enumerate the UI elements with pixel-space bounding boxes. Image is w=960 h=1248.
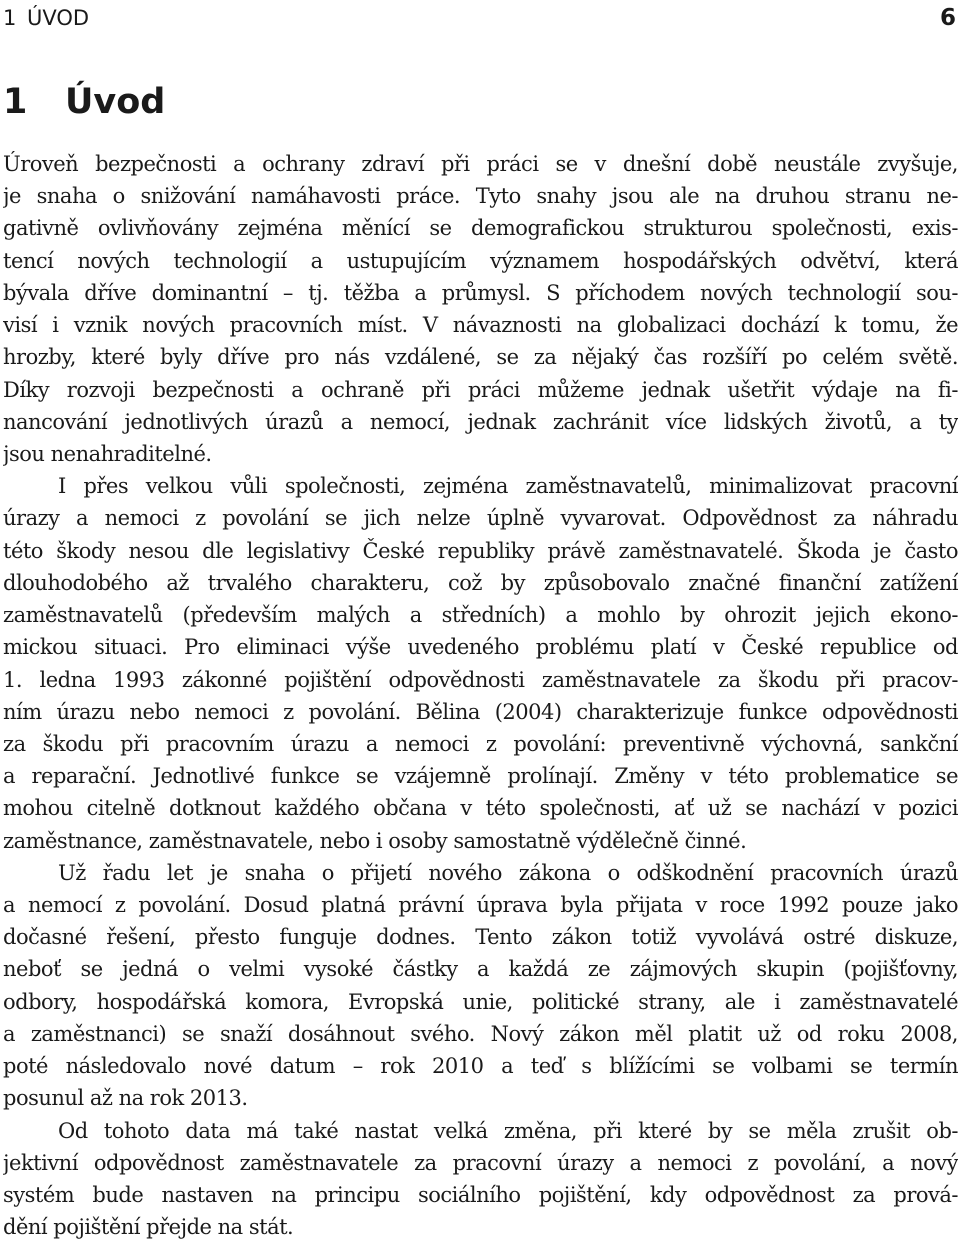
- text-line: Díky rozvoji bezpečnosti a ochraně při práci můžeme jednak ušetřit výdaje na fi-: [3, 377, 958, 402]
- text-line: je snaha o snižování namáhavosti práce. Tyto snahy jsou ale na druhou stranu ne-: [3, 184, 958, 209]
- text-line: Už řadu let je snaha o přijetí nového zákona o odškodnění pracovních úrazů: [58, 860, 958, 885]
- text-line: této škody nesou dle legislativy České republiky právě zaměstnavatelé. Škoda je často: [3, 538, 958, 563]
- text-line: dění pojištění přejde na stát.: [3, 1215, 294, 1240]
- text-line: zaměstnance, zaměstnavatele, nebo i osoby samostatně výdělečně činné.: [3, 828, 747, 853]
- running-header: [3, 3, 958, 33]
- text-line: tencí nových technologií a ustupujícím významem hospodářských odvětví, která: [3, 248, 958, 273]
- text-line: nancování jednotlivých úrazů a nemocí, jednak zachránit více lidských životů, a ty: [3, 409, 958, 434]
- header-chapter-label: ÚVOD: [27, 6, 90, 30]
- text-line: posunul až na rok 2013.: [3, 1086, 248, 1111]
- body-text: [3, 148, 958, 1243]
- section-title: Úvod: [65, 82, 166, 122]
- text-line: odbory, hospodářská komora, Evropská unie, politické strany, ale i zaměstnavatelé: [3, 989, 958, 1014]
- text-line: poté následovalo nové datum – rok 2010 a teď s blížícími se volbami se termín: [3, 1054, 958, 1079]
- text-line: 1. ledna 1993 zákonné pojištění odpovědnosti zaměstnavatele za škodu při pracov-: [3, 667, 958, 692]
- text-line: systém bude nastaven na principu sociálního pojištění, kdy odpovědnost za prová-: [3, 1183, 958, 1207]
- section-number: 1: [3, 82, 28, 122]
- text-line: mohou citelně dotknout každého občana v této společnosti, ať už se nachází v pozici: [3, 796, 958, 821]
- text-line: visí i vznik nových pracovních míst. V návaznosti na globalizaci dochází k tomu, že: [3, 313, 958, 338]
- text-line: a reparační. Jednotlivé funkce se vzájemně prolínají. Změny v této problematice se: [3, 764, 958, 789]
- page-number: 6: [939, 5, 956, 31]
- text-line: bývala dříve dominantní – tj. těžba a průmysl. S příchodem nových technologií sou-: [3, 280, 958, 305]
- text-line: za škodu při pracovním úrazu a nemoci z povolání: preventivně výchovná, sankční: [3, 731, 958, 756]
- section-heading: [3, 78, 165, 126]
- text-line: a zaměstnanci) se snaží dosáhnout svého. Nový zákon měl platit už od roku 2008,: [3, 1021, 958, 1046]
- header-chapter-number: 1: [3, 6, 17, 30]
- text-line: Úroveň bezpečnosti a ochrany zdraví při práci se v dnešní době neustále zvyšuje,: [3, 152, 958, 176]
- text-line: a nemocí z povolání. Dosud platná právní úprava byla přijata v roce 1992 pouze jako: [3, 893, 958, 918]
- text-line: hrozby, které byly dříve pro nás vzdálené, se za nějaký čas rozšíří po celém světě.: [3, 345, 958, 370]
- text-line: mickou situaci. Pro eliminaci výše uvedeného problému platí v České republice od: [3, 635, 958, 660]
- text-line: jsou nenahraditelné.: [3, 441, 212, 466]
- text-line: gativně ovlivňovány zejména měnící se demografickou strukturou společnosti, exis-: [3, 216, 958, 241]
- text-line: úrazy a nemoci z povolání se jich nelze úplně vyvarovat. Odpovědnost za náhradu: [3, 506, 958, 531]
- text-line: neboť se jedná o velmi vysoké částky a každá ze zájmových skupin (pojišťovny,: [3, 957, 958, 982]
- text-line: I přes velkou vůli společnosti, zejména zaměstnavatelů, minimalizovat pracovní: [58, 474, 958, 499]
- text-line: ním úrazu nebo nemoci z povolání. Bělina (2004) charakterizuje funkce odpovědnosti: [3, 699, 958, 724]
- text-line: dočasné řešení, přesto funguje dodnes. Tento zákon totiž vyvolává ostré diskuze,: [3, 925, 958, 950]
- text-line: jektivní odpovědnost zaměstnavatele za pracovní úrazy a nemoci z povolání, a nový: [3, 1150, 958, 1175]
- text-line: zaměstnavatelů (především malých a středních) a mohlo by ohrozit jejich ekono-: [3, 603, 958, 628]
- document-page: [3, 0, 958, 1248]
- text-line: dlouhodobého až trvalého charakteru, což by způsobovalo značné finanční zatížení: [3, 570, 958, 595]
- text-line: Od tohoto data má také nastat velká změna, při které by se měla zrušit ob-: [58, 1118, 958, 1143]
